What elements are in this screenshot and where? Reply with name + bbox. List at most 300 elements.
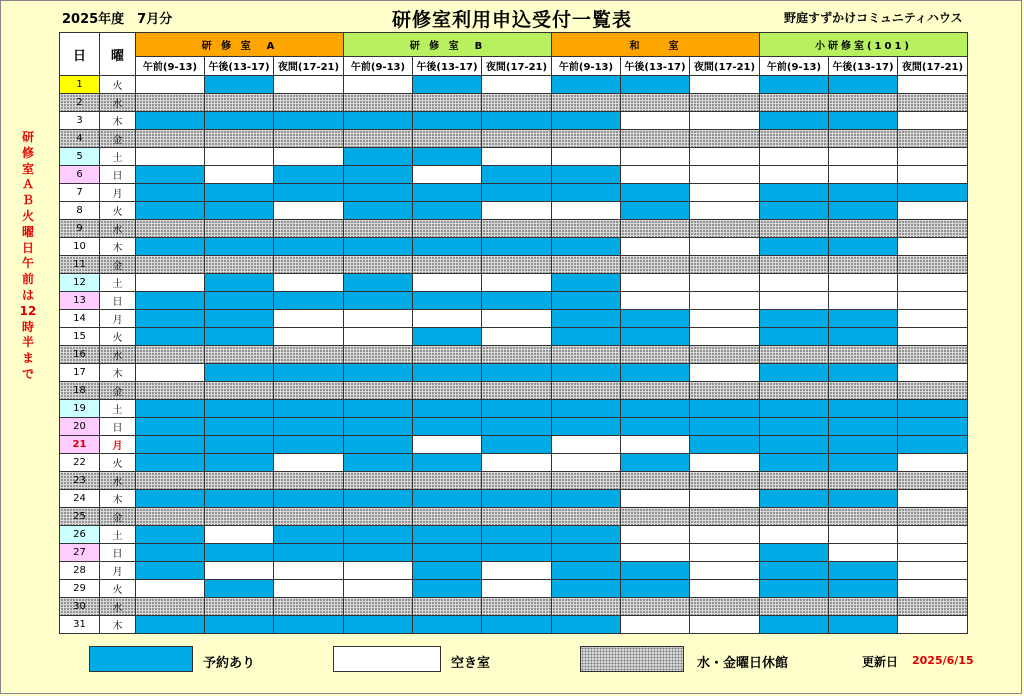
slot-closed [690,220,760,238]
slot-booked [482,436,552,454]
slot-closed [136,220,205,238]
slot-vacant [344,580,413,598]
slot-vacant [898,274,968,292]
slot-closed [205,220,274,238]
slot-booked [552,112,621,130]
slot-booked [413,490,482,508]
slot-closed [274,472,344,490]
weekday-cell: 火 [100,328,136,346]
slot-booked [413,202,482,220]
slot-closed [621,256,690,274]
slot-booked [413,292,482,310]
table-row [60,508,968,526]
slot-closed [829,472,898,490]
table-row [60,94,968,112]
slot-closed [205,256,274,274]
day-cell: 28 [60,562,100,580]
slot-vacant [690,454,760,472]
slot-vacant [205,148,274,166]
slot-booked [552,400,621,418]
legend-booked-label: 予約あり [203,656,256,671]
slot-vacant [898,490,968,508]
slot-vacant [898,292,968,310]
slot-vacant [205,562,274,580]
slot-booked [760,454,829,472]
day-cell: 15 [60,328,100,346]
slot-closed [344,220,413,238]
slot-vacant [690,490,760,508]
slot-vacant [898,202,968,220]
table-row [60,166,968,184]
table-row [60,130,968,148]
slot-closed [413,130,482,148]
slot-vacant [552,454,621,472]
day-cell: 17 [60,364,100,382]
slot-booked [205,112,274,130]
slot-closed [760,130,829,148]
slot-booked [482,364,552,382]
slot-vacant [205,526,274,544]
slot-booked [829,112,898,130]
slot-booked [205,436,274,454]
slot-closed [898,508,968,526]
slot-closed [690,256,760,274]
weekday-cell: 月 [100,436,136,454]
slot-vacant [552,436,621,454]
slot-closed [621,598,690,616]
slot-booked [760,364,829,382]
slot-booked [552,490,621,508]
slot-vacant [344,562,413,580]
slot-booked [274,418,344,436]
side-note-char: 前 [21,272,34,287]
slot-vacant [690,112,760,130]
weekday-cell: 金 [100,256,136,274]
slot-vacant [621,526,690,544]
slot-booked [413,418,482,436]
slot-booked [552,76,621,94]
slot-booked [621,562,690,580]
slot-vacant [898,148,968,166]
slot-vacant [690,616,760,634]
slot-closed [482,472,552,490]
slot-booked [274,436,344,454]
slot-booked [136,202,205,220]
day-cell: 1 [60,76,100,94]
slot-header-row [60,56,968,75]
slot-vacant [136,76,205,94]
slot-closed [413,598,482,616]
slot-closed [898,256,968,274]
slot-booked [760,436,829,454]
slot-booked [760,76,829,94]
table-row [60,148,968,166]
slot-booked [136,184,205,202]
slot-vacant [621,292,690,310]
table-row [60,346,968,364]
weekday-cell: 火 [100,580,136,598]
slot-closed [898,598,968,616]
slot-vacant [898,364,968,382]
slot-vacant [690,526,760,544]
slot-vacant [760,274,829,292]
weekday-cell: 火 [100,202,136,220]
slot-vacant [344,310,413,328]
slot-vacant [621,616,690,634]
slot-booked [344,454,413,472]
slot-booked [205,274,274,292]
slot-booked [413,148,482,166]
weekday-cell: 土 [100,274,136,292]
slot-booked [205,454,274,472]
slot-closed [274,256,344,274]
slot-booked [760,238,829,256]
slot-closed [760,508,829,526]
slot-closed [829,94,898,112]
slot-booked [829,328,898,346]
slot-booked [413,616,482,634]
table-row [60,238,968,256]
legend-closed-label: 水・金曜日休館 [697,656,789,671]
slot-vacant [621,238,690,256]
slot-booked [136,238,205,256]
slot-booked [552,310,621,328]
slot-vacant [898,328,968,346]
side-note-char: で [21,366,34,381]
slot-booked [344,202,413,220]
day-cell: 8 [60,202,100,220]
day-cell: 20 [60,418,100,436]
slot-vacant [690,184,760,202]
slot-vacant [413,274,482,292]
slot-vacant [898,310,968,328]
slot-booked [136,526,205,544]
slot-booked [413,184,482,202]
slot-closed [690,382,760,400]
slot-vacant [898,238,968,256]
slot-closed [205,598,274,616]
slot-booked [344,184,413,202]
slot-closed [274,382,344,400]
slot-booked [205,364,274,382]
slot-closed [898,382,968,400]
slot-booked [690,436,760,454]
slot-closed [413,472,482,490]
slot-vacant [690,76,760,94]
slot-vacant [482,580,552,598]
slot-closed [829,508,898,526]
side-note-char: 半 [21,335,34,350]
table-row [60,76,968,94]
slot-vacant [344,76,413,94]
updated-label: 更新日 [862,655,899,669]
day-cell: 31 [60,616,100,634]
slot-closed [482,130,552,148]
slot-booked [898,400,968,418]
slot-closed [136,472,205,490]
slot-closed [205,508,274,526]
slot-vacant [690,238,760,256]
weekday-cell: 日 [100,166,136,184]
weekday-cell: 火 [100,76,136,94]
slot-booked [344,148,413,166]
slot-closed [552,256,621,274]
slot-header: 午前(9-13) [344,56,413,75]
slot-vacant [829,166,898,184]
weekday-cell: 月 [100,184,136,202]
slot-vacant [552,148,621,166]
slot-closed [898,94,968,112]
slot-booked [136,310,205,328]
slot-booked [552,238,621,256]
table-row [60,220,968,238]
slot-closed [760,346,829,364]
slot-booked [274,490,344,508]
side-note-char: 修 [21,145,34,160]
weekday-cell: 水 [100,94,136,112]
slot-booked [552,562,621,580]
slot-closed [690,472,760,490]
slot-booked [136,490,205,508]
slot-vacant [482,562,552,580]
day-cell: 24 [60,490,100,508]
slot-booked [344,238,413,256]
slot-booked [898,184,968,202]
table-row [60,598,968,616]
slot-closed [760,598,829,616]
slot-booked [205,616,274,634]
slot-closed [205,346,274,364]
slot-vacant [274,328,344,346]
slot-closed [621,94,690,112]
slot-closed [482,220,552,238]
side-note-char: ま [21,351,34,366]
slot-booked [829,418,898,436]
slot-closed [760,382,829,400]
day-cell: 29 [60,580,100,598]
slot-closed [482,508,552,526]
slot-booked [829,454,898,472]
slot-booked [344,418,413,436]
day-cell: 5 [60,148,100,166]
slot-header: 午前(9-13) [136,56,205,75]
slot-closed [413,94,482,112]
slot-closed [552,508,621,526]
slot-closed [482,346,552,364]
day-cell: 11 [60,256,100,274]
slot-vacant [482,274,552,292]
slot-vacant [760,292,829,310]
table-row [60,202,968,220]
slot-closed [274,94,344,112]
slot-booked [552,580,621,598]
slot-booked [413,454,482,472]
weekday-cell: 金 [100,382,136,400]
slot-vacant [829,544,898,562]
slot-closed [898,220,968,238]
slot-booked [344,166,413,184]
slot-vacant [898,76,968,94]
slot-closed [690,130,760,148]
slot-booked [829,310,898,328]
slot-booked [482,292,552,310]
slot-booked [344,400,413,418]
day-cell: 19 [60,400,100,418]
day-cell: 12 [60,274,100,292]
slot-booked [621,454,690,472]
slot-booked [552,166,621,184]
weekday-cell: 水 [100,472,136,490]
table-row [60,112,968,130]
table-row [60,310,968,328]
slot-closed [205,472,274,490]
table-row [60,616,968,634]
slot-booked [482,490,552,508]
slot-closed [274,508,344,526]
side-note-char: 火 [21,208,34,223]
side-note-char: 室 [21,161,34,176]
weekday-cell: 土 [100,400,136,418]
slot-booked [344,292,413,310]
slot-vacant [829,274,898,292]
slot-closed [136,130,205,148]
slot-booked [760,400,829,418]
slot-closed [760,472,829,490]
slot-vacant [274,148,344,166]
slot-booked [413,112,482,130]
slot-header: 午前(9-13) [552,56,621,75]
slot-booked [344,490,413,508]
slot-vacant [274,562,344,580]
slot-vacant [829,292,898,310]
slot-booked [760,616,829,634]
slot-vacant [898,166,968,184]
room-header-b: 研 修 室 B [344,33,552,57]
slot-booked [274,166,344,184]
slot-closed [274,346,344,364]
slot-vacant [829,148,898,166]
slot-vacant [413,310,482,328]
legend-vacant-label: 空き室 [451,656,491,671]
slot-booked [136,454,205,472]
slot-closed [205,382,274,400]
slot-booked [274,292,344,310]
day-cell: 3 [60,112,100,130]
day-cell: 25 [60,508,100,526]
slot-booked [136,544,205,562]
day-cell: 14 [60,310,100,328]
day-cell: 18 [60,382,100,400]
slot-vacant [690,328,760,346]
slot-closed [136,94,205,112]
weekday-cell: 水 [100,346,136,364]
slot-booked [621,580,690,598]
slot-booked [482,184,552,202]
slot-booked [413,580,482,598]
day-cell: 16 [60,346,100,364]
slot-booked [760,562,829,580]
slot-header: 夜間(17-21) [690,56,760,75]
slot-closed [344,94,413,112]
slot-booked [552,544,621,562]
slot-closed [413,346,482,364]
day-cell: 7 [60,184,100,202]
slot-booked [274,544,344,562]
slot-booked [829,616,898,634]
slot-booked [482,400,552,418]
slot-booked [482,616,552,634]
slot-closed [552,94,621,112]
side-note-char: Ｂ [21,193,34,208]
weekday-cell: 日 [100,418,136,436]
weekday-header: 曜 [100,33,136,76]
slot-booked [274,526,344,544]
slot-vacant [621,148,690,166]
slot-vacant [482,148,552,166]
facility-name: 野庭すずかけコミュニティハウス [784,11,963,25]
slot-vacant [760,526,829,544]
slot-vacant [413,436,482,454]
slot-booked [482,238,552,256]
slot-vacant [482,454,552,472]
slot-booked [413,238,482,256]
slot-booked [621,184,690,202]
slot-booked [829,490,898,508]
table-row [60,454,968,472]
table-row [60,490,968,508]
page-title: 研修室利用申込受付一覧表 [391,9,632,31]
slot-booked [413,400,482,418]
slot-vacant [274,310,344,328]
side-note-char: Ａ [21,177,34,192]
weekday-cell: 金 [100,508,136,526]
legend-closed-swatch [580,646,684,672]
slot-closed [552,346,621,364]
table-row [60,328,968,346]
slot-closed [621,508,690,526]
weekday-cell: 月 [100,562,136,580]
slot-booked [205,490,274,508]
slot-vacant [621,490,690,508]
slot-booked [274,364,344,382]
slot-closed [136,508,205,526]
slot-vacant [621,436,690,454]
slot-booked [413,526,482,544]
updated-date: 2025/6/15 [912,654,974,667]
slot-vacant [136,364,205,382]
slot-closed [274,130,344,148]
slot-header: 夜間(17-21) [274,56,344,75]
day-cell: 4 [60,130,100,148]
slot-closed [344,508,413,526]
slot-booked [621,76,690,94]
slot-booked [760,328,829,346]
slot-booked [829,580,898,598]
slot-closed [136,598,205,616]
slot-vacant [690,310,760,328]
slot-closed [274,598,344,616]
table-row [60,400,968,418]
slot-vacant [898,562,968,580]
slot-vacant [690,292,760,310]
table-row [60,292,968,310]
slot-booked [205,400,274,418]
slot-booked [136,328,205,346]
day-cell: 2 [60,94,100,112]
slot-closed [413,508,482,526]
day-cell: 26 [60,526,100,544]
slot-vacant [690,166,760,184]
